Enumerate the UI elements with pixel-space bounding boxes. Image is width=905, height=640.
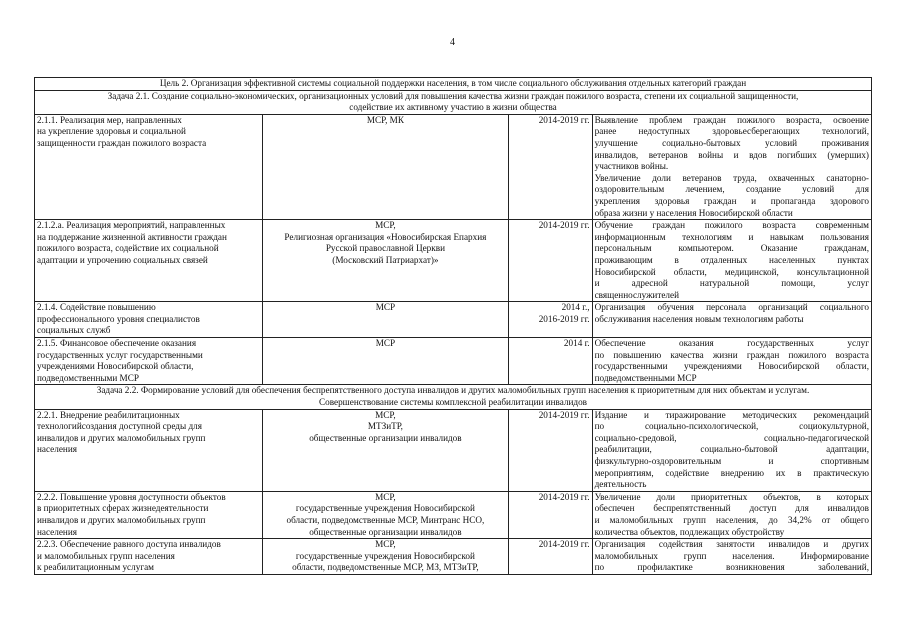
task-2-1-row-cell — [35, 90, 872, 114]
result-cell-line: по социально-психологической, социокультурной, — [594, 421, 869, 432]
measure-cell — [35, 302, 263, 338]
result-cell — [592, 114, 871, 219]
period-cell-line: 2014-2019 гг. — [538, 409, 590, 420]
executor-cell-line: Религиозная организация «Новосибирская Епархия — [284, 231, 487, 242]
period-cell — [508, 491, 592, 538]
measure-cell-line: населения — [37, 444, 77, 455]
result-cell-line: Организация обучения персонала организаций социального — [594, 302, 869, 313]
result-cell-line: персональным компьютером. Оказание гражданам, — [594, 243, 869, 254]
measure-cell-line: в приоритетных сферах жизнедеятельности — [37, 503, 209, 514]
result-cell-line: и маломобильных групп населения, до 34,2% от общего — [594, 514, 869, 525]
executor-cell — [262, 539, 508, 575]
result-cell-line: деятельность — [594, 479, 647, 490]
result-cell-line: Увеличение доли ветеранов труда, охваченных санаторно- — [594, 172, 869, 183]
result-cell — [592, 539, 871, 575]
period-cell — [508, 409, 592, 491]
result-cell-line: Организация содействия занятости инвалидов и других — [594, 539, 869, 550]
measure-cell-line: инвалидов и других маломобильных групп — [37, 514, 206, 525]
result-cell — [592, 220, 871, 302]
table-row — [35, 409, 872, 491]
executor-cell-line: МСР, — [375, 491, 396, 502]
measure-cell-line: инвалидов и других маломобильных групп — [37, 432, 206, 443]
result-cell-line: улучшение социально-бытовых условий проживания — [594, 137, 869, 148]
measure-cell-line: государственных услуг государственными — [37, 349, 203, 360]
measure-cell-line: социальных служб — [37, 325, 111, 336]
page-number: 4 — [450, 37, 455, 48]
result-cell-line: инвалидов, ветеранов войны и вдов погибших (умерших) — [594, 149, 869, 160]
measure-cell-line: 2.2.1. Внедрение реабилитационных — [37, 409, 180, 420]
task-2-2-row-text: Задача 2.2. Формирование условий для обеспечения беспрепятственного доступа инвалидов и других маломобильных групп населения к приоритетным для них объектам и услугам. — [96, 385, 810, 396]
measure-cell-line: 2.1.2.а. Реализация мероприятий, направленных — [37, 220, 226, 231]
executor-cell — [262, 409, 508, 491]
measure-cell-line: пожилого возраста, содействие их социальной — [37, 243, 219, 254]
executor-cell-line: МСР, — [375, 539, 396, 550]
measure-cell-line: учреждениями Новосибирской области, — [37, 361, 194, 372]
executor-cell-line: МСР, — [375, 409, 396, 420]
task-2-1-row-text: Задача 2.1. Создание социально-экономических, организационных условий для повышения качества жизни граждан пожилого возраста, степени их социальной защищенности, — [107, 90, 799, 101]
result-cell-line: укрепления здоровья граждан и пропаганда здорового — [594, 195, 869, 206]
period-cell-line: 2014 г., — [561, 302, 590, 313]
task-2-2-row — [35, 385, 872, 409]
result-cell-line: обеспечен беспрепятственный доступ для инвалидов — [594, 503, 869, 514]
result-cell-line: Новосибирской области, медицинской, консультационной — [594, 266, 869, 277]
table-row — [35, 491, 872, 538]
executor-cell-line: (Московский Патриархат)» — [332, 254, 439, 265]
executor-cell-line: МТЗиТР, — [367, 421, 403, 432]
executor-cell — [262, 220, 508, 302]
result-cell-line: мероприятиям, содействие внедрению их в практическую — [594, 467, 869, 478]
executor-cell-line: Русской православной Церкви — [325, 243, 445, 254]
table-row — [35, 539, 872, 575]
period-cell — [508, 539, 592, 575]
measure-cell-line: профессионального уровня специалистов — [37, 313, 200, 324]
result-cell-line: и адресной натуральной помощи, услуг — [594, 278, 869, 289]
result-cell-line: подведомственными МСР — [594, 372, 697, 383]
executor-cell-line: МСР, МК — [366, 114, 404, 125]
executor-cell — [262, 302, 508, 338]
measure-cell-line: технологийсоздания доступной среды для — [37, 421, 202, 432]
result-cell-line: информационным технологиям и навыкам пользования — [594, 231, 869, 242]
measure-cell — [35, 220, 263, 302]
table-row — [35, 114, 872, 219]
table-row — [35, 338, 872, 385]
period-cell-line: 2016-2019 гг. — [538, 313, 590, 324]
executor-cell-line: государственные учреждения Новосибирской — [295, 550, 475, 561]
measure-cell-line: на поддержание жизненной активности граждан — [37, 231, 227, 242]
program-table — [34, 77, 872, 575]
result-cell-line: по повышению качества жизни граждан пожилого возраста — [594, 349, 869, 360]
period-cell — [508, 338, 592, 385]
task-2-1-row-text: содействие их активному участию в жизни общества — [349, 102, 557, 113]
result-cell-line: обслуживания населения новым технологиям работы — [594, 313, 804, 324]
result-cell — [592, 409, 871, 491]
result-cell-line: Увеличение доли приоритетных объектов, в которых — [594, 491, 869, 502]
goal-row — [35, 78, 872, 91]
result-cell-line: социально-средовой, социально-педагогической — [594, 432, 869, 443]
result-cell — [592, 491, 871, 538]
result-cell — [592, 302, 871, 338]
result-cell-line: Выявление проблем граждан пожилого возраста, освоение — [594, 114, 869, 125]
executor-cell — [262, 114, 508, 219]
result-cell-line: Издание и тиражирование методических рекомендаций — [594, 409, 869, 420]
executor-cell-line: государственные учреждения Новосибирской — [295, 503, 475, 514]
measure-cell-line: и маломобильных групп населения — [37, 550, 175, 561]
period-cell — [508, 220, 592, 302]
result-cell-line: количества объектов, подлежащих обустройству — [594, 526, 785, 537]
measure-cell — [35, 539, 263, 575]
executor-cell-line: общественные организации инвалидов — [309, 526, 462, 537]
executor-cell-line: области, подведомственные МСР, МЗ, МТЗиТР, — [292, 562, 479, 573]
result-cell-line: реабилитации, социально-бытовой адаптации, — [594, 444, 869, 455]
measure-cell-line: подведомственными МСР — [37, 372, 139, 383]
measure-cell-line: к реабилитационным услугам — [37, 562, 154, 573]
executor-cell — [262, 491, 508, 538]
period-cell-line: 2014-2019 гг. — [538, 220, 590, 231]
period-cell — [508, 302, 592, 338]
result-cell-line: оздоровительным лечением, создание условий для — [594, 184, 869, 195]
measure-cell-line: адаптации и упрочению социальных связей — [37, 254, 208, 265]
table-row — [35, 220, 872, 302]
period-cell-line: 2014-2019 гг. — [538, 539, 590, 550]
result-cell-line: физкультурно-оздоровительным и спортивным — [594, 456, 869, 466]
task-2-1-row — [35, 90, 872, 114]
period-cell-line: 2014-2019 гг. — [538, 491, 590, 502]
result-cell-line: проживающим в отдаленных населенных пунктах — [594, 254, 869, 265]
result-cell-line: государственными учреждениями Новосибирской области, — [594, 361, 869, 372]
measure-cell — [35, 114, 263, 219]
task-2-2-row-text: Совершенствование системы комплексной реабилитации инвалидов — [318, 397, 588, 408]
measure-cell-line: 2.1.4. Содействие повышению — [37, 302, 156, 313]
measure-cell — [35, 409, 263, 491]
executor-cell-line: МСР — [375, 338, 396, 349]
result-cell-line: священнослужителей — [594, 289, 680, 300]
executor-cell-line: МСР — [375, 302, 396, 313]
measure-cell-line: на укрепление здоровья и социальной — [37, 126, 186, 137]
measure-cell-line: 2.1.5. Финансовое обеспечение оказания — [37, 338, 197, 349]
measure-cell-line: 2.2.3. Обеспечение равного доступа инвалидов — [37, 539, 221, 550]
measure-cell — [35, 491, 263, 538]
result-cell-line: Обеспечение оказания государственных услуг — [594, 338, 869, 349]
result-cell-line: ранее недоступных здоровьесберегающих технологий, — [594, 126, 869, 137]
task-2-2-row-cell — [35, 385, 872, 409]
measure-cell-line: населения — [37, 526, 77, 537]
table-row — [35, 302, 872, 338]
measure-cell — [35, 338, 263, 385]
result-cell-line: по профилактике возникновения заболеваний, — [594, 562, 869, 573]
executor-cell-line: области, подведомственные МСР, Минтранс НСО, — [286, 514, 485, 525]
result-cell-line: образа жизни у населения Новосибирской области — [594, 207, 793, 218]
measure-cell-line: 2.1.1. Реализация мер, направленных — [37, 114, 182, 125]
period-cell-line: 2014 г. — [563, 338, 590, 349]
goal-row-text: Цель 2. Организация эффективной системы социальной поддержки населения, в том числе социального обслуживания отдельных категорий граждан — [159, 78, 747, 88]
period-cell-line: 2014-2019 гг. — [538, 114, 590, 125]
result-cell-line: маломобильных групп населения. Информирование — [594, 550, 869, 561]
executor-cell-line: общественные организации инвалидов — [309, 432, 462, 443]
goal-row-cell — [35, 78, 872, 91]
result-cell-line: участников войны. — [594, 161, 669, 172]
executor-cell-line: МСР, — [375, 220, 396, 231]
measure-cell-line: защищенности граждан пожилого возраста — [37, 137, 207, 148]
executor-cell — [262, 338, 508, 385]
measure-cell-line: 2.2.2. Повышение уровня доступности объектов — [37, 491, 226, 502]
period-cell — [508, 114, 592, 219]
result-cell-line: Обучение граждан пожилого возраста современным — [594, 220, 869, 231]
result-cell — [592, 338, 871, 385]
